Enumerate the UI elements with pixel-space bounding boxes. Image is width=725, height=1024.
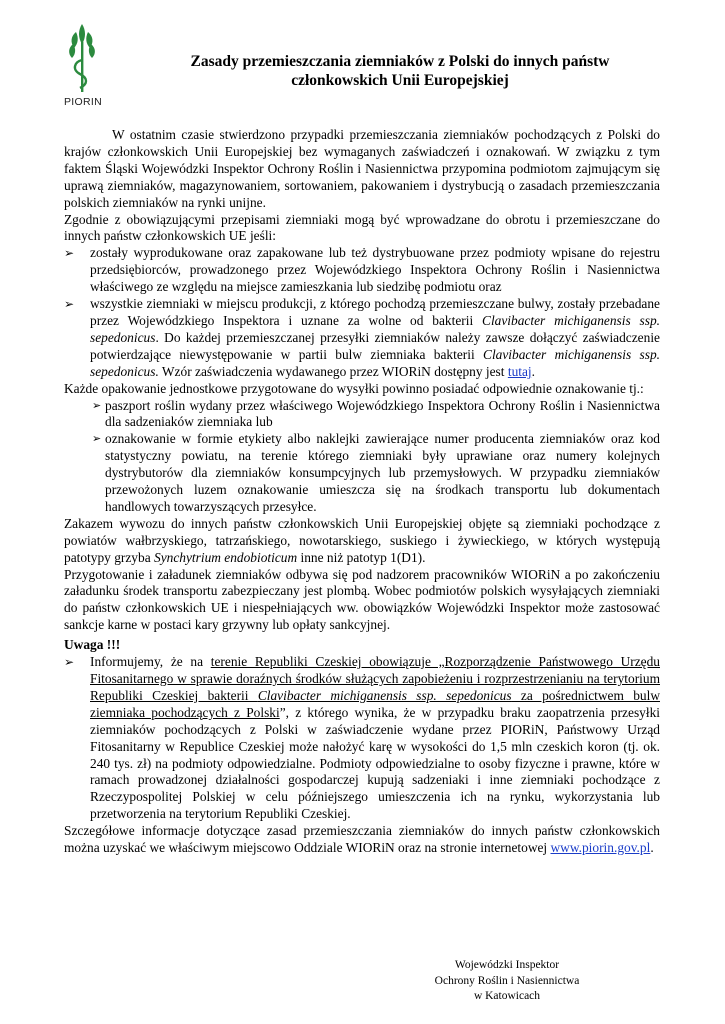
title-line-1: Zasady przemieszczania ziemniaków z Polski do innych państw bbox=[190, 53, 610, 70]
condition-1-text: zostały wyprodukowane oraz zapakowane lub też dystrybuowane przez podmioty wpisane do rejestru przedsiębiorców, prowadzonego przez Wojewódzkiego Inspektora Ochrony Roślin i Nasiennictwa właściwego ze względu na miejsce zamieszkania lub siedzibę podmiotu oraz bbox=[90, 245, 660, 295]
conditions-intro: Zgodnie z obowiązującymi przepisami ziemniaki mogą być wprowadzane do obrotu i przemieszczane do innych państw członkowskich UE jeśli: bbox=[64, 211, 660, 244]
arrow-bullet-icon: ➢ bbox=[64, 246, 75, 261]
condition-2-text: . bbox=[531, 363, 536, 379]
attention-label: Uwaga !!! bbox=[64, 637, 121, 653]
piorin-logo bbox=[58, 20, 108, 112]
packaging-intro: Każde opakowanie jednostkowe przygotowane do wysyłki powinno posiadać odpowiednie oznakowanie tj.: bbox=[64, 380, 644, 396]
title-line-2: członkowskich Unii Europejskiej bbox=[291, 72, 509, 89]
certificate-template-link[interactable]: tutaj bbox=[507, 363, 532, 379]
condition-2-text: . Do każdej przemieszczanej przesyłki ziemniaków należy zawsze dołączyć zaświadczenie potwierdzające niewystępowanie w partii bulw ziemniaka bakterii bbox=[90, 329, 660, 362]
signature-line-2: Ochrony Roślin i Nasiennictwa bbox=[434, 974, 580, 987]
packaging-1-text: paszport roślin wydany przez właściwego Wojewódzkiego Inspektora Ochrony Roślin i Nasiennictwa dla sadzeniaków ziemniaka lub bbox=[105, 397, 660, 430]
document-body bbox=[64, 127, 660, 857]
species-name: Clavibacter michiganensis ssp. sepedonicus bbox=[90, 312, 660, 345]
piorin-plant-logo-icon bbox=[58, 20, 108, 96]
signature-block bbox=[412, 958, 602, 1005]
piorin-website-link[interactable]: www.piorin.gov.pl bbox=[550, 840, 651, 856]
condition-2-text: Wzór zaświadczenia wydawanego przez WIORiN dostępny jest bbox=[158, 363, 508, 379]
species-name: Synchytrium endobioticum bbox=[154, 549, 298, 565]
arrow-bullet-icon: ➢ bbox=[64, 655, 75, 670]
arrow-bullet-icon: ➢ bbox=[64, 297, 75, 312]
signature-line-3: w Katowicach bbox=[473, 990, 541, 1002]
attention-text: Informujemy, że na bbox=[90, 654, 211, 670]
signature-line-1: Wojewódzki Inspektor bbox=[454, 959, 560, 971]
list-item bbox=[64, 296, 660, 381]
intro-paragraph: W ostatnim czasie stwierdzono przypadki przemieszczania ziemniaków pochodzących z Polski do krajów członkowskich Unii Europejskiej bez wymaganych zaświadczeń i oznakowań. W związku z tym faktem Śląski Wojewódzki Inspektor Ochrony Roślin i Nasiennictwa przypomina podmiotom zajmującym się uprawą ziemniaków, magazynowaniem, sortowaniem, pakowaniem i dystrybucją o zasadach przemieszczania polskich ziemniaków na rynki unijne. bbox=[64, 127, 660, 210]
arrow-bullet-icon: ➢ bbox=[92, 432, 102, 446]
species-name: Clavibacter michiganensis ssp. sepedonicus. bbox=[90, 346, 660, 379]
ban-text: Zakazem wywozu do innych państw członkowskich Unii Europejskiej objęte są ziemniaki pochodzące z powiatów wałbrzyskiego, tatrzańskiego, nowotarskiego, suskiego i żywieckiego, w których występują patotypy grzyba bbox=[64, 515, 660, 565]
condition-2-text: wszystkie ziemniaki w miejscu produkcji, z którego pochodzą przemieszczane bulwy, zostały przebadane przez Wojewódzkiego Inspektora i uznane za wolne od bakterii bbox=[90, 296, 660, 328]
ban-paragraph bbox=[64, 516, 660, 567]
regulation-title: za pośrednictwem bulw ziemniaka pochodzących z Polski bbox=[90, 687, 660, 720]
attention-text: ”, z którego wynika, że w przypadku braku zaopatrzenia przesyłki ziemniaków pochodzących z Polski w zaświadczenie wydane przez PIORiN, Państwowy Urząd Fitosanitarny w Republice Czeskiej może nałożyć karę w wysokości do 1,5 mln czeskich koron (tj. ok. 240 tys. zł) na podmioty odpowiedzialne. Podmioty odpowiedzialne to osoby fizyczne i prawne, które w ramach prowadzonej działalności gospodarczej kupują sadzeniaki i inne ziemniaki pochodzące z Rzeczypospolitej Polskiej w celu późniejszego umieszczenia ich na rynku, wykorzystania lub przetworzenia na terytorium Republiki Czeskiej. bbox=[90, 704, 660, 822]
list-item bbox=[92, 398, 660, 432]
details-text: . bbox=[650, 840, 654, 856]
details-paragraph bbox=[64, 823, 660, 857]
arrow-bullet-icon: ➢ bbox=[92, 398, 102, 412]
preparation-paragraph: Przygotowanie i załadunek ziemniaków odbywa się pod nadzorem pracowników WIORiN a po zakończeniu załadunku środek transportu zabezpieczany jest plombą. Wobec podmiotów polskich wysyłających ziemniaki do państw członkowskich UE i niespełniających ww. obowiązków Wojewódzki Inspektor może zastosować sankcje karne w postaci kary grzywny lub opłaty sankcyjnej. bbox=[64, 566, 660, 633]
details-text: Szczegółowe informacje dotyczące zasad przemieszczania ziemniaków do innych państw członkowskich można uzyskać we właściwym miejscowo Oddziale WIORiN oraz na stronie internetowej bbox=[64, 823, 660, 856]
list-item bbox=[92, 431, 660, 516]
page-title bbox=[130, 52, 670, 90]
species-name: Clavibacter michiganensis ssp. sepedonicus bbox=[257, 687, 512, 703]
packaging-2-text: oznakowanie w formie etykiety albo naklejki zawierające numer producenta ziemniaków oraz kod statystyczny powiatu, na terenie którego ziemniaki były uprawiane oraz numery kolejnych dystrybutorów dla ziemniaków konsumpcyjnych lub przemysłowych. W przypadku ziemniaków przewożonych luzem oznakowanie umieszcza się na środkach transportu lub dokumentach handlowych towarzyszących przesyłce. bbox=[105, 431, 660, 514]
list-item bbox=[64, 245, 660, 296]
ban-text: inne niż patotyp 1(D1). bbox=[297, 549, 426, 565]
logo-text: PIORIN bbox=[64, 96, 102, 108]
regulation-title: terenie Republiki Czeskiej obowiązuje „Rozporządzenie Państwowego Urzędu Fitosanitarnego w sprawie doraźnych środków służących zapobieżeniu i rozprzestrzenianiu na terytorium Republiki Czeskiej bakterii bbox=[90, 654, 660, 703]
list-item bbox=[64, 654, 660, 823]
